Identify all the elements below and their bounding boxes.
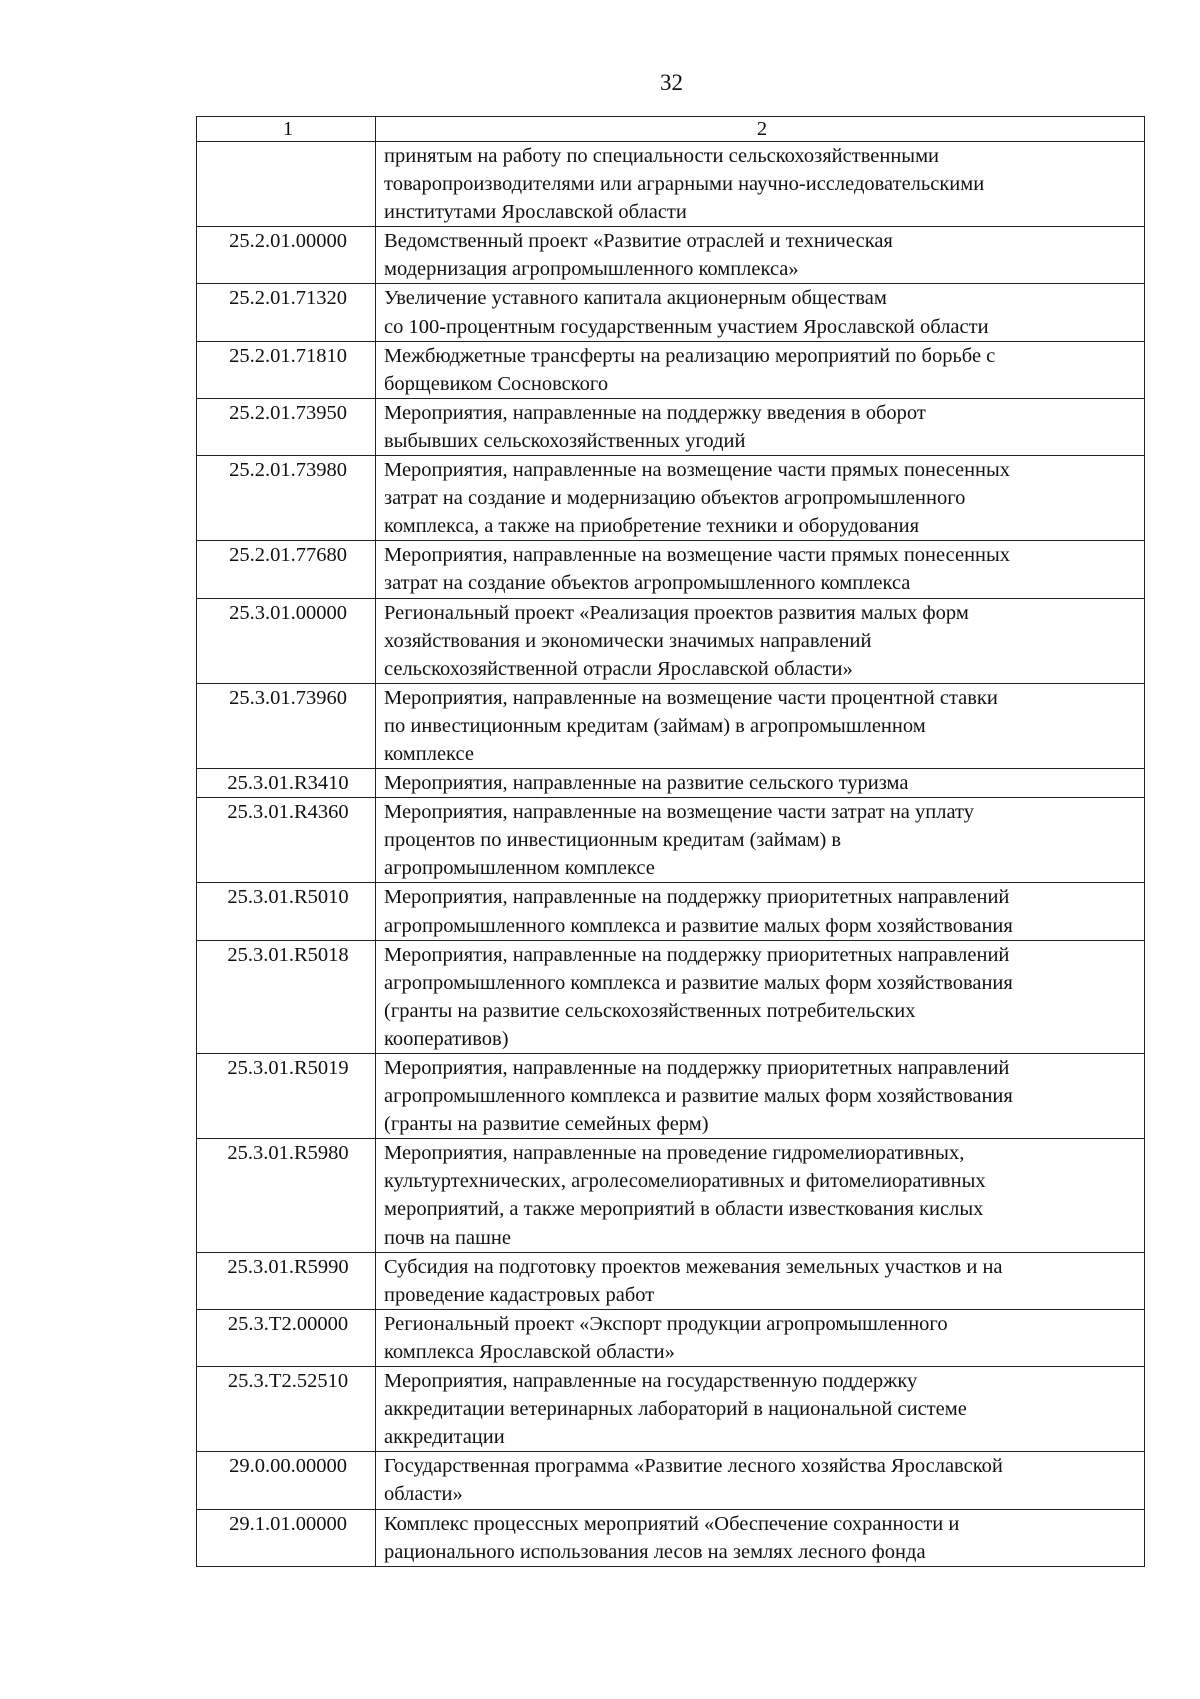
table-row <box>197 541 1145 598</box>
row-code: 25.3.01.R5990 <box>197 1252 376 1309</box>
description-line: со 100-процентным государственным участием Ярославской области <box>384 315 989 338</box>
description-line: комплекса, а также на приобретение техники и оборудования <box>384 515 920 538</box>
row-description <box>376 1509 1145 1566</box>
description-line: выбывших сельскохозяйственных угодий <box>384 429 746 452</box>
description-line: затрат на создание объектов агропромышленного комплекса <box>384 572 911 595</box>
description-line: по инвестиционным кредитам (займам) в агропромышленном <box>384 714 926 737</box>
description-line: агропромышленного комплекса и развитие малых форм хозяйствования <box>384 1085 1013 1108</box>
description-line: культуртехнических, агролесомелиоративных и фитомелиоративных <box>384 1170 986 1193</box>
description-line: аккредитации <box>384 1426 505 1449</box>
row-description <box>376 598 1145 683</box>
table-row <box>197 284 1145 341</box>
row-code: 25.3.01.R4360 <box>197 798 376 883</box>
row-code: 29.0.00.00000 <box>197 1452 376 1509</box>
description-line: сельскохозяйственной отрасли Ярославской области» <box>384 657 853 680</box>
description-line: (гранты на развитие сельскохозяйственных потребительских <box>384 999 916 1022</box>
description-line: комплекса Ярославской области» <box>384 1340 675 1363</box>
table-row <box>197 598 1145 683</box>
row-code: 25.3.01.R5980 <box>197 1139 376 1252</box>
description-line: агропромышленного комплекса и развитие малых форм хозяйствования <box>384 914 1013 937</box>
description-line: Мероприятия, направленные на поддержку приоритетных направлений <box>384 1057 1010 1079</box>
description-line: Ведомственный проект «Развитие отраслей и техническая <box>384 230 893 253</box>
description-line: Мероприятия, направленные на государственную поддержку <box>384 1370 918 1393</box>
description-line: Увеличение уставного капитала акционерным обществам <box>384 287 887 310</box>
row-code: 25.3.01.R5010 <box>197 883 376 940</box>
description-line: комплексе <box>384 742 474 765</box>
table-row <box>197 1509 1145 1566</box>
description-line: процентов по инвестиционным кредитам (займам) в <box>384 829 842 852</box>
row-description <box>376 883 1145 940</box>
description-line: агропромышленного комплекса и развитие малых форм хозяйствования <box>384 971 1013 994</box>
description-line: Межбюджетные трансферты на реализацию мероприятий по борьбе с <box>384 344 996 367</box>
description-line: Мероприятия, направленные на возмещение части процентной ставки <box>384 686 998 709</box>
description-line: Мероприятия, направленные на поддержку введения в оборот <box>384 401 926 424</box>
table-row <box>197 456 1145 541</box>
description-line: рационального использования лесов на землях лесного фонда <box>384 1540 926 1563</box>
table-row <box>197 883 1145 940</box>
row-code: 25.3.01.R5018 <box>197 940 376 1053</box>
description-line: проведение кадастровых работ <box>384 1283 655 1306</box>
table-row <box>197 798 1145 883</box>
table-row <box>197 227 1145 284</box>
row-code: 25.3.01.73960 <box>197 683 376 768</box>
row-description <box>376 1054 1145 1139</box>
row-description <box>376 341 1145 398</box>
table-row <box>197 1252 1145 1309</box>
description-line: Мероприятия, направленные на поддержку приоритетных направлений <box>384 943 1010 966</box>
description-line: агропромышленном комплексе <box>384 857 655 880</box>
row-code: 25.3.01.R3410 <box>197 769 376 798</box>
description-line: Мероприятия, направленные на возмещение части затрат на уплату <box>384 801 974 824</box>
row-description <box>376 1452 1145 1509</box>
table-body <box>197 142 1145 1567</box>
description-line: области» <box>384 1483 463 1506</box>
row-code: 25.3.01.R5019 <box>197 1054 376 1139</box>
row-description <box>376 769 1145 798</box>
row-code: 25.3.T2.00000 <box>197 1309 376 1366</box>
table-row <box>197 683 1145 768</box>
row-description <box>376 1309 1145 1366</box>
table-row <box>197 940 1145 1053</box>
page-number: 32 <box>660 70 683 95</box>
description-line: хозяйствования и экономически значимых направлений <box>384 629 872 652</box>
table-row <box>197 769 1145 798</box>
row-description <box>376 798 1145 883</box>
row-description <box>376 541 1145 598</box>
row-description <box>376 456 1145 541</box>
description-line: мероприятий, а также мероприятий в области известкования кислых <box>384 1198 984 1221</box>
row-description <box>376 142 1145 227</box>
table-header-row <box>197 117 1145 142</box>
row-code: 25.3.01.00000 <box>197 598 376 683</box>
description-line: затрат на создание и модернизацию объектов агропромышленного <box>384 487 966 510</box>
description-line: Мероприятия, направленные на поддержку приоритетных направлений <box>384 886 1010 909</box>
table-row <box>197 398 1145 455</box>
table-row <box>197 1139 1145 1252</box>
description-line: Субсидия на подготовку проектов межевания земельных участков и на <box>384 1255 1003 1278</box>
description-line: почв на пашне <box>384 1226 511 1249</box>
row-code: 29.1.01.00000 <box>197 1509 376 1566</box>
description-line: Государственная программа «Развитие лесного хозяйства Ярославской <box>384 1455 1003 1478</box>
row-description <box>376 1367 1145 1452</box>
description-line: Мероприятия, направленные на возмещение части прямых понесенных <box>384 459 1011 482</box>
description-line: Комплекс процессных мероприятий «Обеспечение сохранности и <box>384 1512 960 1535</box>
row-description <box>376 284 1145 341</box>
description-line: (гранты на развитие семейных ферм) <box>384 1113 709 1136</box>
description-line: Мероприятия, направленные на возмещение части прямых понесенных <box>384 544 1011 567</box>
table-row <box>197 341 1145 398</box>
row-code: 25.2.01.77680 <box>197 541 376 598</box>
column-header-2: 2 <box>376 117 1145 142</box>
row-description <box>376 1252 1145 1309</box>
row-description <box>376 227 1145 284</box>
row-code: 25.2.01.00000 <box>197 227 376 284</box>
table-row <box>197 1309 1145 1366</box>
row-code: 25.2.01.73950 <box>197 398 376 455</box>
row-code <box>197 142 376 227</box>
description-line: модернизация агропромышленного комплекса» <box>384 258 799 281</box>
description-line: кооперативов) <box>384 1027 509 1050</box>
description-line: принятым на работу по специальности сельскохозяйственными <box>384 145 940 167</box>
row-code: 25.2.01.71810 <box>197 341 376 398</box>
table-row <box>197 142 1145 227</box>
row-code: 25.2.01.71320 <box>197 284 376 341</box>
row-code: 25.2.01.73980 <box>197 456 376 541</box>
budget-classification-table <box>196 116 1145 1567</box>
row-description <box>376 398 1145 455</box>
table-row <box>197 1452 1145 1509</box>
description-line: Региональный проект «Реализация проектов развития малых форм <box>384 601 969 624</box>
column-header-1: 1 <box>197 117 376 142</box>
description-line: аккредитации ветеринарных лабораторий в национальной системе <box>384 1398 967 1421</box>
description-line: Мероприятия, направленные на проведение гидромелиоративных, <box>384 1142 965 1165</box>
description-line: институтами Ярославской области <box>384 201 687 224</box>
description-line: борщевиком Сосновского <box>384 372 609 395</box>
table-row <box>197 1367 1145 1452</box>
row-description <box>376 940 1145 1053</box>
description-line: Мероприятия, направленные на развитие сельского туризма <box>384 772 909 795</box>
description-line: Региональный проект «Экспорт продукции агропромышленного <box>384 1312 948 1335</box>
row-description <box>376 1139 1145 1252</box>
row-code: 25.3.T2.52510 <box>197 1367 376 1452</box>
table-row <box>197 1054 1145 1139</box>
description-line: товаропроизводителями или аграрными научно-исследовательскими <box>384 173 985 196</box>
row-description <box>376 683 1145 768</box>
